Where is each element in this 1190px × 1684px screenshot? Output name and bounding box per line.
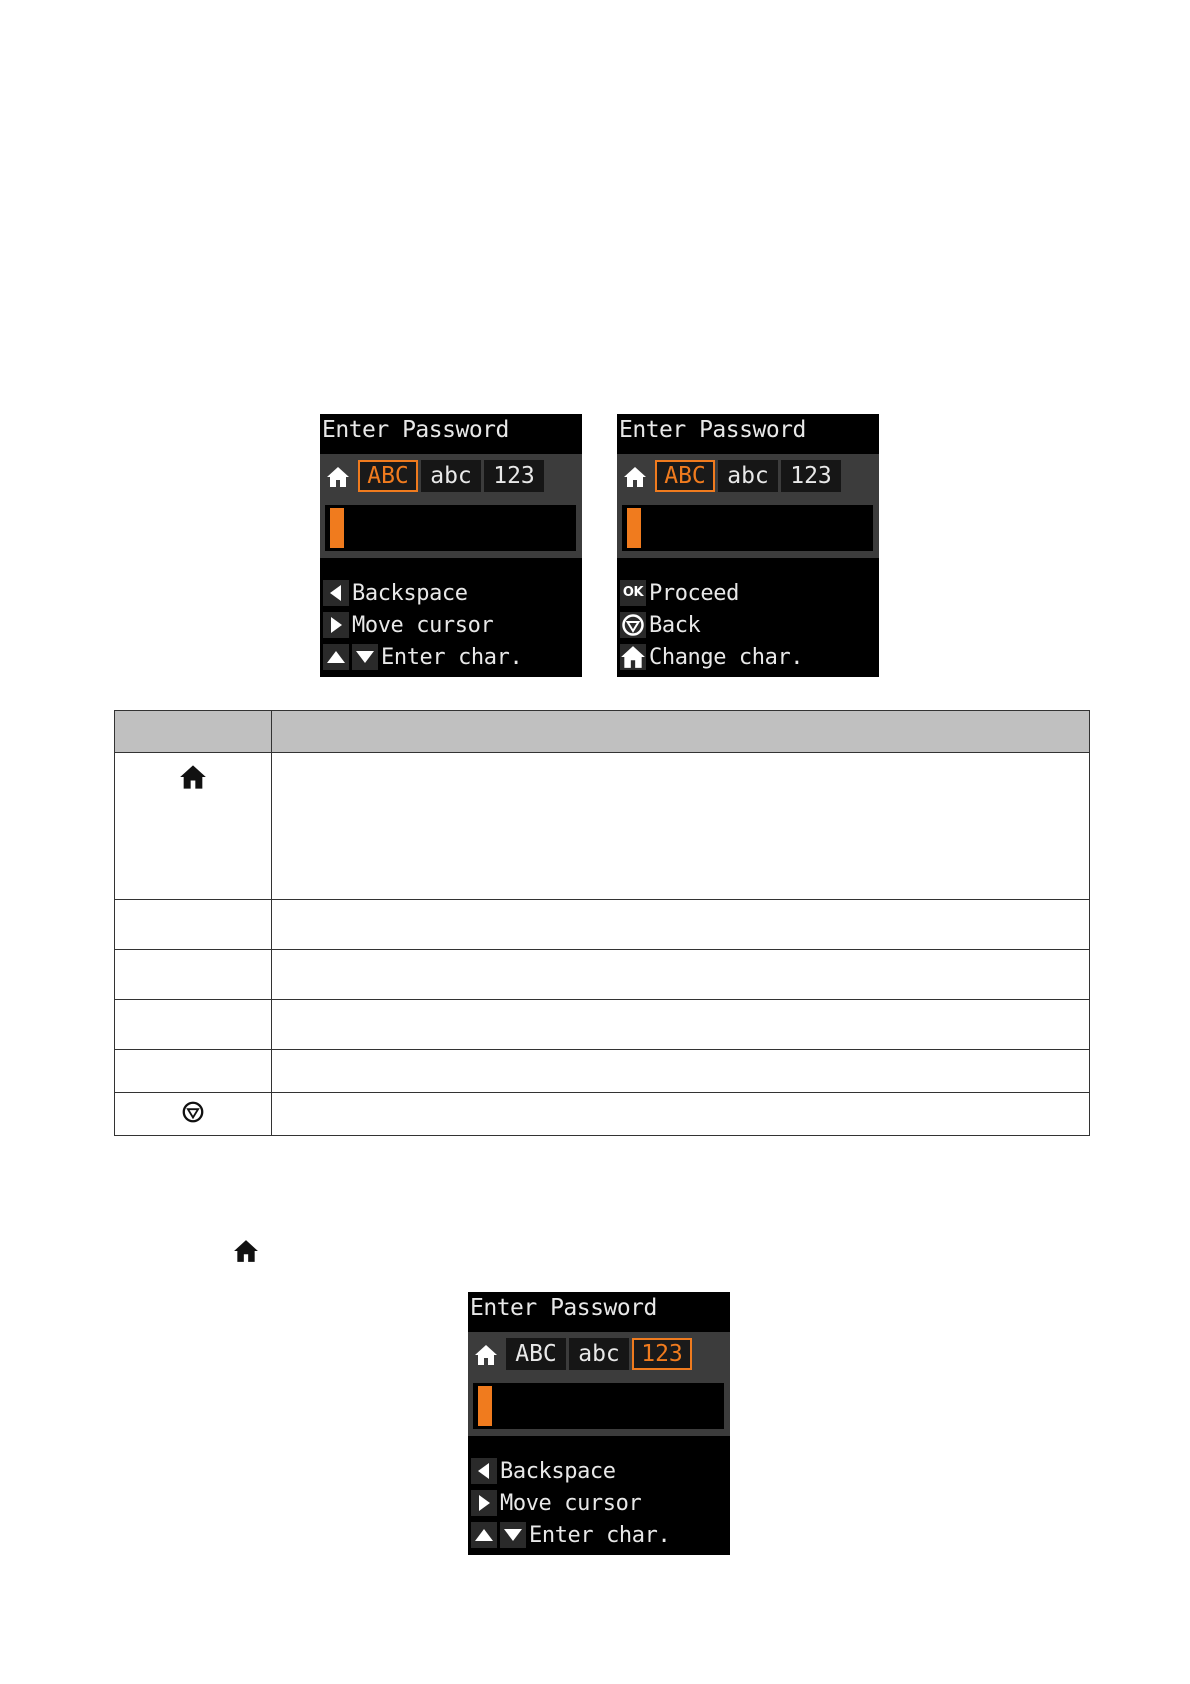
home-icon [623, 465, 647, 489]
password-field[interactable] [473, 1383, 724, 1429]
table-description-cell [272, 1000, 1090, 1050]
home-icon [474, 1343, 498, 1367]
home-icon [178, 763, 208, 791]
screen-title: Enter Password [470, 1295, 657, 1321]
mode-tab-numeric[interactable]: 123 [781, 460, 841, 492]
table-key-cell [115, 900, 272, 950]
ok-button-icon: OK [620, 580, 646, 606]
table-description-cell [272, 900, 1090, 950]
password-input-bar [617, 498, 879, 558]
table-description-cell [272, 753, 1090, 900]
mode-tab-uppercase[interactable]: ABC [655, 460, 715, 492]
hint-change-char [620, 644, 803, 672]
hint-label: Proceed [649, 581, 739, 606]
mode-bar [320, 454, 582, 498]
text-cursor [627, 508, 641, 548]
table-key-cell [115, 1093, 272, 1136]
hint-enter-char [323, 644, 522, 672]
hint-label: Move cursor [352, 613, 494, 638]
left-arrow-icon [471, 1458, 497, 1484]
hint-label: Change char. [649, 645, 804, 670]
table-row [115, 753, 1090, 900]
password-field[interactable] [622, 505, 873, 551]
mode-tab-uppercase[interactable]: ABC [506, 1338, 566, 1370]
home-icon [326, 465, 350, 489]
lcd-screen-1 [320, 414, 582, 677]
table-header-description [272, 711, 1090, 753]
down-arrow-icon [500, 1522, 526, 1548]
screen-title: Enter Password [619, 417, 806, 443]
stop-icon [620, 612, 646, 638]
password-input-bar [320, 498, 582, 558]
table-description-cell [272, 1093, 1090, 1136]
left-arrow-icon [323, 580, 349, 606]
text-cursor [478, 1386, 492, 1426]
stop-icon [181, 1100, 205, 1124]
hint-label: Enter char. [529, 1523, 671, 1548]
table-key-cell [115, 1050, 272, 1093]
hint-backspace [471, 1458, 616, 1486]
mode-tab-numeric[interactable]: 123 [632, 1338, 692, 1370]
hint-label: Back [649, 613, 701, 638]
hint-enter-char [471, 1522, 670, 1550]
hint-back [620, 612, 700, 640]
table-description-cell [272, 950, 1090, 1000]
table-description-cell [272, 1050, 1090, 1093]
lcd-screen-3 [468, 1292, 730, 1555]
key-function-table [114, 710, 1090, 1136]
mode-tab-lowercase[interactable]: abc [421, 460, 481, 492]
up-arrow-icon [323, 644, 349, 670]
table-row [115, 1000, 1090, 1050]
mode-tab-numeric[interactable]: 123 [484, 460, 544, 492]
hint-move-cursor [471, 1490, 641, 1518]
table-row [115, 900, 1090, 950]
hint-proceed [620, 580, 739, 608]
right-arrow-icon [323, 612, 349, 638]
table-row [115, 950, 1090, 1000]
screen-title: Enter Password [322, 417, 509, 443]
home-icon [232, 1238, 260, 1264]
password-input-bar [468, 1376, 730, 1436]
up-arrow-icon [471, 1522, 497, 1548]
table-header-key [115, 711, 272, 753]
text-cursor [330, 508, 344, 548]
hint-move-cursor [323, 612, 493, 640]
hint-label: Move cursor [500, 1491, 642, 1516]
home-icon [620, 644, 646, 670]
table-header-row [115, 711, 1090, 753]
table-key-cell [115, 950, 272, 1000]
down-arrow-icon [352, 644, 378, 670]
table-key-cell [115, 1000, 272, 1050]
mode-bar [617, 454, 879, 498]
hint-label: Backspace [500, 1459, 616, 1484]
mode-tab-lowercase[interactable]: abc [569, 1338, 629, 1370]
lcd-screen-2 [617, 414, 879, 677]
table-key-cell [115, 753, 272, 900]
right-arrow-icon [471, 1490, 497, 1516]
password-field[interactable] [325, 505, 576, 551]
hint-label: Backspace [352, 581, 468, 606]
mode-tab-lowercase[interactable]: abc [718, 460, 778, 492]
table-row [115, 1050, 1090, 1093]
hint-label: Enter char. [381, 645, 523, 670]
hint-backspace [323, 580, 468, 608]
mode-tab-uppercase[interactable]: ABC [358, 460, 418, 492]
mode-bar [468, 1332, 730, 1376]
table-row [115, 1093, 1090, 1136]
